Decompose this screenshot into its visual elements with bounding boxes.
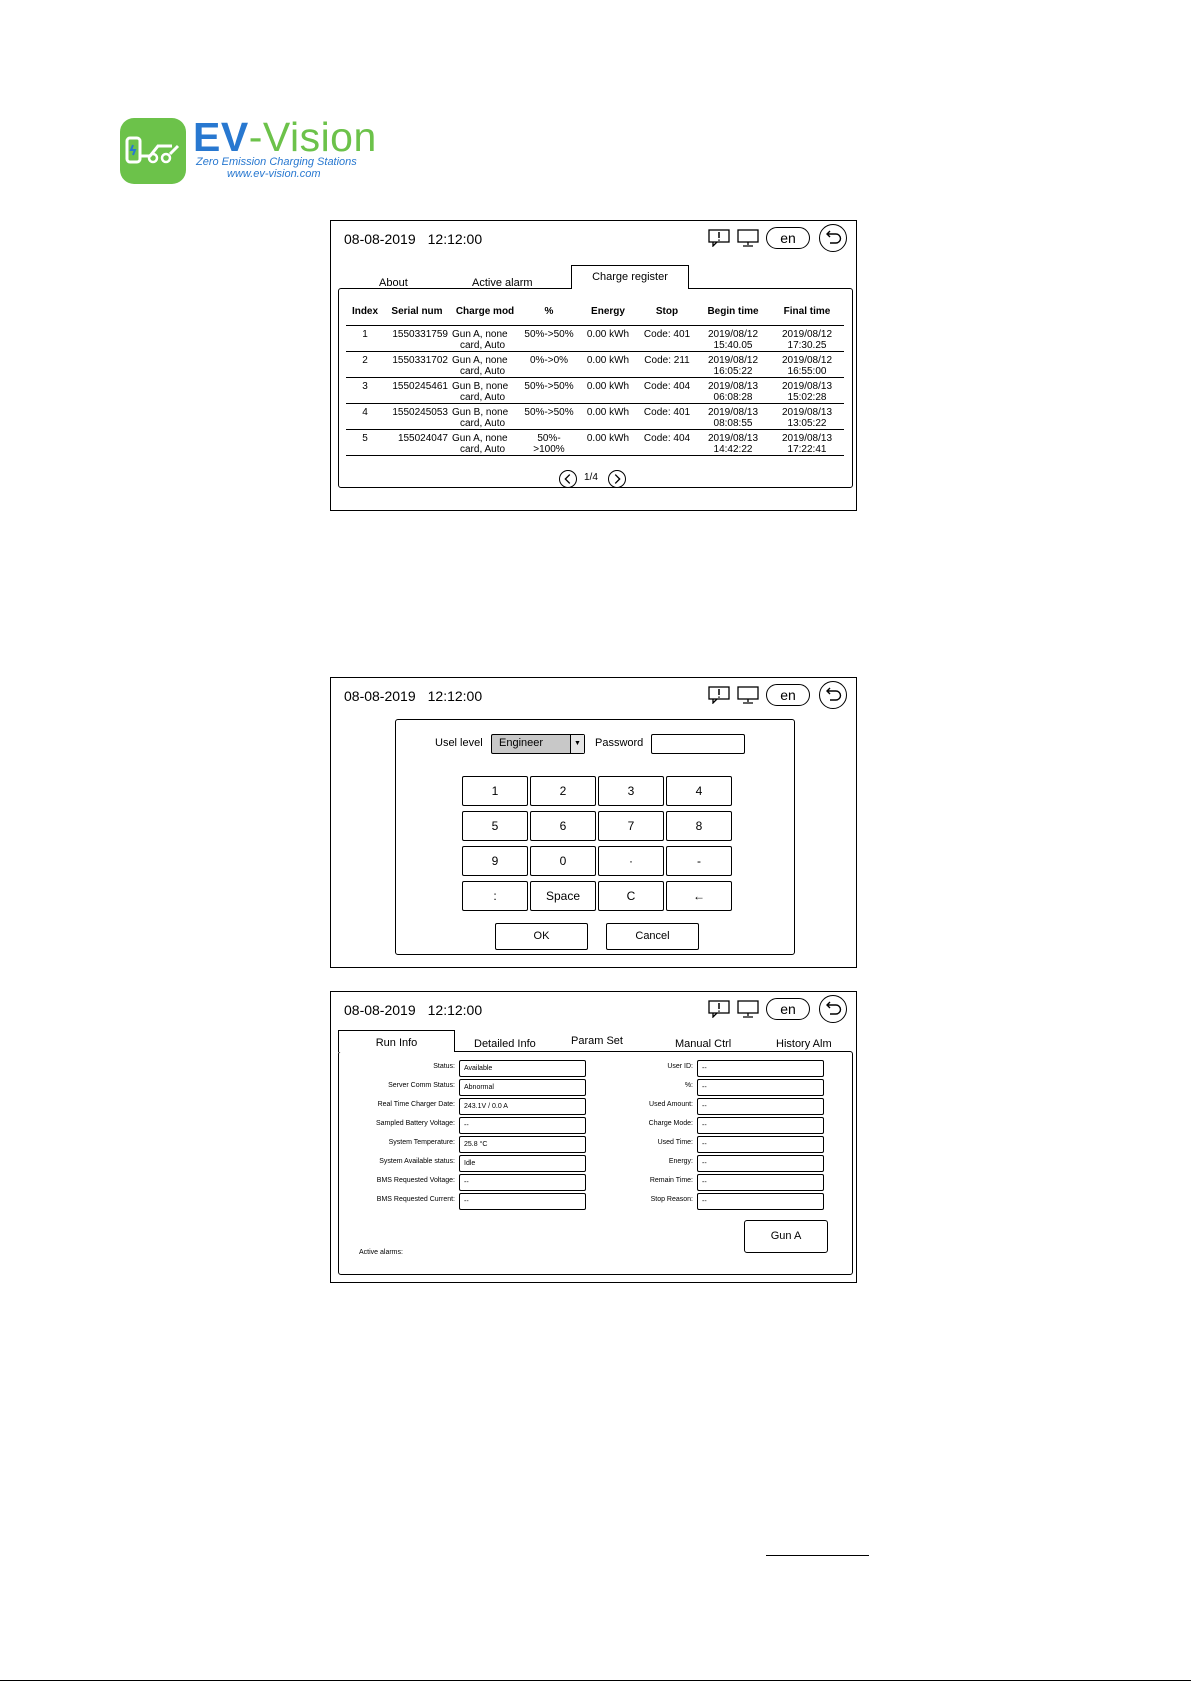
time-text: 12:12:00: [427, 231, 483, 247]
tab-charge-register[interactable]: Charge register: [571, 265, 689, 289]
cell-charge-mod-line: card, Auto: [460, 392, 506, 403]
cell-begin-time-line: 06:08:28: [713, 392, 753, 403]
gun-a-button[interactable]: Gun A: [744, 1220, 828, 1253]
cell-index-line: 5: [362, 433, 368, 444]
plug-car-icon: [120, 118, 186, 184]
tab-active-alarm[interactable]: Active alarm: [472, 277, 533, 289]
key-0[interactable]: 1: [462, 776, 528, 806]
language-button[interactable]: en: [766, 684, 810, 706]
cell-serial-line: 1550245053: [392, 407, 448, 418]
login-panel: [395, 719, 795, 955]
password-field[interactable]: [651, 734, 745, 754]
monitor-icon[interactable]: [737, 229, 759, 247]
tab-param-set[interactable]: Param Set: [571, 1035, 623, 1047]
field-label: Server Comm Status:: [388, 1082, 455, 1089]
field-value: --: [697, 1174, 824, 1191]
field-label: System Temperature:: [388, 1139, 455, 1146]
key-7[interactable]: 8: [666, 811, 732, 841]
run-info-panel: [338, 1051, 853, 1275]
page-bottom-rule: [0, 1680, 1191, 1681]
cell-charge-mod: [450, 352, 520, 378]
monitor-icon[interactable]: [737, 686, 759, 704]
cell-final-time: [770, 404, 844, 430]
key-11[interactable]: -: [666, 846, 732, 876]
field-label: %:: [684, 1082, 693, 1089]
cell-begin-time-line: 08:08:55: [713, 418, 753, 429]
key-9[interactable]: 0: [530, 846, 596, 876]
col-final-time: Final time: [770, 297, 844, 326]
cell-percent-line: 50%->50%: [524, 407, 574, 418]
cell-charge-mod: [450, 430, 520, 456]
cell-index-line: 3: [362, 381, 368, 392]
cell-begin-time: [696, 430, 770, 456]
cell-energy-line: 0.00 kWh: [586, 407, 630, 418]
key-4[interactable]: 5: [462, 811, 528, 841]
cell-stop: [638, 430, 696, 456]
field-label: Sampled Battery Voltage:: [376, 1120, 455, 1127]
time-text: 12:12:00: [427, 1002, 483, 1018]
back-icon[interactable]: [819, 995, 847, 1023]
language-button[interactable]: en: [766, 227, 810, 249]
cell-energy-line: 0.00 kWh: [586, 329, 630, 340]
back-icon[interactable]: [819, 224, 847, 252]
cell-charge-mod-line: card, Auto: [460, 366, 506, 377]
datetime: [344, 1002, 482, 1018]
datetime: [344, 688, 482, 704]
col-energy: Energy: [578, 297, 638, 326]
cell-energy-line: 0.00 kWh: [586, 433, 630, 444]
field-label: BMS Requested Current:: [376, 1196, 455, 1203]
cell-final-time: [770, 430, 844, 456]
cell-charge-mod-line: Gun B, none: [452, 381, 509, 392]
field-value: --: [697, 1079, 824, 1096]
field-label: System Available status:: [379, 1158, 455, 1165]
alarm-message-icon[interactable]: [708, 1000, 730, 1018]
table-header-row: [346, 297, 844, 326]
field-value: --: [697, 1155, 824, 1172]
cell-serial-line: 155024047: [397, 433, 448, 444]
tab-about[interactable]: About: [379, 277, 408, 289]
field-value: 25.8 °C: [459, 1136, 586, 1153]
cell-final-time-line: 2019/08/13: [781, 381, 833, 392]
field-value: Abnormal: [459, 1079, 586, 1096]
cell-percent: [520, 378, 578, 404]
charge-register-panel: [338, 288, 853, 488]
password-label: Password: [595, 737, 644, 749]
date-text: 08-08-2019: [344, 1002, 416, 1018]
field-label: User ID:: [667, 1063, 693, 1070]
cell-begin-time-line: 15:40.05: [713, 340, 753, 351]
tab-detailed-info[interactable]: Detailed Info: [474, 1038, 536, 1050]
field-value: Available: [459, 1060, 586, 1077]
cell-final-time: [770, 352, 844, 378]
cell-stop: [638, 404, 696, 430]
key-8[interactable]: 9: [462, 846, 528, 876]
cell-energy: [578, 326, 638, 352]
cell-index: [346, 352, 384, 378]
logo-mark: [120, 118, 186, 184]
table-body: [346, 326, 844, 456]
cell-begin-time: [696, 378, 770, 404]
cell-serial: [384, 430, 450, 456]
cell-final-time-line: 17:30.25: [787, 340, 827, 351]
user-level-value: Engineer: [499, 737, 544, 749]
col-index: Index: [346, 297, 384, 326]
back-icon[interactable]: [819, 681, 847, 709]
logo-title: [193, 114, 377, 160]
col-begin-time: Begin time: [696, 297, 770, 326]
ok-button[interactable]: OK: [495, 923, 588, 950]
time-text: 12:12:00: [427, 688, 483, 704]
field-label: Real Time Charger Date:: [377, 1101, 455, 1108]
cell-begin-time-line: 14:42:22: [713, 444, 753, 455]
tab-history-alm[interactable]: History Alm: [776, 1038, 832, 1050]
col-percent: %: [520, 297, 578, 326]
field-value: --: [697, 1060, 824, 1077]
cell-energy-line: 0.00 kWh: [586, 355, 630, 366]
charge-register-table: [346, 297, 844, 456]
cell-index: [346, 404, 384, 430]
table-row: [346, 352, 844, 378]
field-value: --: [697, 1193, 824, 1210]
key-3[interactable]: 4: [666, 776, 732, 806]
key-5[interactable]: 6: [530, 811, 596, 841]
field-value: Idle: [459, 1155, 586, 1172]
cell-stop-line: Code: 401: [643, 329, 691, 340]
cell-final-time-line: 16:55:00: [787, 366, 827, 377]
cell-energy: [578, 404, 638, 430]
cell-percent-line: 50%->100%: [533, 433, 565, 455]
cell-index-line: 1: [362, 329, 368, 340]
cell-begin-time-line: 2019/08/13: [707, 381, 759, 392]
col-serial: Serial num: [384, 297, 450, 326]
cell-final-time-line: 17:22:41: [787, 444, 827, 455]
cell-percent: [520, 352, 578, 378]
logo-brand-vision: -Vision: [248, 114, 377, 160]
user-level-label: Usel level: [435, 737, 483, 749]
cell-stop: [638, 326, 696, 352]
key-13[interactable]: Space: [530, 881, 596, 911]
page-indicator: 1/4: [584, 472, 598, 483]
cell-stop-line: Code: 401: [643, 407, 691, 418]
table-row: [346, 378, 844, 404]
cell-charge-mod-line: card, Auto: [460, 418, 506, 429]
field-value: --: [459, 1174, 586, 1191]
key-1[interactable]: 2: [530, 776, 596, 806]
cell-begin-time-line: 2019/08/12: [707, 329, 759, 340]
key-15[interactable]: ←: [666, 881, 732, 911]
run-info-screen: [330, 991, 857, 1283]
cell-percent-line: 50%->50%: [524, 381, 574, 392]
field-label: BMS Requested Voltage:: [376, 1177, 455, 1184]
table-row: [346, 430, 844, 456]
key-6[interactable]: 7: [598, 811, 664, 841]
cell-serial-line: 1550245461: [392, 381, 448, 392]
cell-charge-mod-line: Gun A, none: [452, 355, 508, 366]
logo-url: www.ev-vision.com: [227, 168, 321, 180]
cell-charge-mod-line: card, Auto: [460, 444, 506, 455]
cell-percent-line: 0%->0%: [529, 355, 569, 366]
cell-energy: [578, 378, 638, 404]
charge-register-screen: [330, 220, 857, 511]
field-value: --: [697, 1117, 824, 1134]
cell-final-time-line: 2019/08/12: [781, 355, 833, 366]
cell-energy: [578, 430, 638, 456]
field-label: Charge Mode:: [648, 1120, 693, 1127]
col-stop: Stop: [638, 297, 696, 326]
login-screen: [330, 677, 857, 968]
datetime: [344, 231, 482, 247]
field-value: --: [459, 1117, 586, 1134]
field-label: Used Time:: [657, 1139, 693, 1146]
table-row: [346, 326, 844, 352]
field-label: Used Amount:: [649, 1101, 693, 1108]
cell-index: [346, 326, 384, 352]
cell-charge-mod: [450, 378, 520, 404]
cell-charge-mod: [450, 404, 520, 430]
field-label: Energy:: [668, 1158, 693, 1165]
cell-charge-mod-line: Gun B, none: [452, 407, 509, 418]
cell-begin-time-line: 16:05:22: [713, 366, 753, 377]
cell-begin-time: [696, 326, 770, 352]
cell-final-time-line: 2019/08/13: [781, 433, 833, 444]
cell-begin-time: [696, 352, 770, 378]
cell-percent: [520, 326, 578, 352]
table-row: [346, 404, 844, 430]
cell-percent: [520, 430, 578, 456]
prev-page-icon[interactable]: [559, 470, 577, 488]
field-label: Remain Time:: [649, 1177, 693, 1184]
field-label: Stop Reason:: [650, 1196, 693, 1203]
cell-final-time-line: 2019/08/13: [781, 407, 833, 418]
cell-stop-line: Code: 211: [644, 355, 690, 366]
key-14[interactable]: C: [598, 881, 664, 911]
chevron-down-icon[interactable]: ▼: [570, 735, 584, 753]
cell-index-line: 4: [362, 407, 368, 418]
cell-final-time-line: 13:05:22: [787, 418, 827, 429]
col-charge-mod: Charge mod: [450, 297, 520, 326]
key-10[interactable]: ·: [598, 846, 664, 876]
cell-stop-line: Code: 404: [643, 381, 691, 392]
field-value: --: [697, 1098, 824, 1115]
language-button[interactable]: en: [766, 998, 810, 1020]
cell-energy: [578, 352, 638, 378]
field-value: 243.1V / 0.0 A: [459, 1098, 586, 1115]
alarm-message-icon[interactable]: [708, 686, 730, 704]
active-alarms-label: Active alarms:: [359, 1249, 403, 1256]
cell-percent: [520, 404, 578, 430]
signature-line: [766, 1555, 869, 1556]
cell-index: [346, 430, 384, 456]
cell-begin-time-line: 2019/08/12: [707, 355, 759, 366]
field-value: --: [459, 1193, 586, 1210]
cell-percent-line: 50%->50%: [524, 329, 574, 340]
cell-begin-time-line: 2019/08/13: [707, 433, 759, 444]
alarm-message-icon[interactable]: [708, 229, 730, 247]
cell-serial: [384, 378, 450, 404]
field-label: Status:: [433, 1063, 455, 1070]
tab-run-info[interactable]: Run Info: [338, 1030, 455, 1052]
monitor-icon[interactable]: [737, 1000, 759, 1018]
cell-serial-line: 1550331759: [392, 329, 448, 340]
date-text: 08-08-2019: [344, 231, 416, 247]
date-text: 08-08-2019: [344, 688, 416, 704]
cell-begin-time-line: 2019/08/13: [707, 407, 759, 418]
user-level-select[interactable]: [491, 734, 585, 754]
cell-serial: [384, 352, 450, 378]
cell-charge-mod-line: Gun A, none: [452, 329, 508, 340]
cell-stop: [638, 352, 696, 378]
next-page-icon[interactable]: [608, 470, 626, 488]
cell-energy-line: 0.00 kWh: [586, 381, 630, 392]
cell-stop: [638, 378, 696, 404]
cell-final-time-line: 15:02:28: [787, 392, 827, 403]
cell-charge-mod-line: Gun A, none: [452, 433, 508, 444]
cell-charge-mod-line: card, Auto: [460, 340, 506, 351]
cancel-button[interactable]: Cancel: [606, 923, 699, 950]
cell-final-time: [770, 378, 844, 404]
field-value: --: [697, 1136, 824, 1153]
cell-stop-line: Code: 404: [643, 433, 691, 444]
cell-index: [346, 378, 384, 404]
cell-final-time-line: 2019/08/12: [781, 329, 833, 340]
cell-serial-line: 1550331702: [392, 355, 448, 366]
cell-final-time: [770, 326, 844, 352]
logo-tagline: Zero Emission Charging Stations: [196, 156, 357, 168]
cell-serial: [384, 326, 450, 352]
logo-brand-ev: EV: [193, 114, 249, 160]
cell-index-line: 2: [362, 355, 368, 366]
key-2[interactable]: 3: [598, 776, 664, 806]
cell-begin-time: [696, 404, 770, 430]
tab-manual-ctrl[interactable]: Manual Ctrl: [675, 1038, 732, 1050]
cell-serial: [384, 404, 450, 430]
key-12[interactable]: :: [462, 881, 528, 911]
cell-charge-mod: [450, 326, 520, 352]
